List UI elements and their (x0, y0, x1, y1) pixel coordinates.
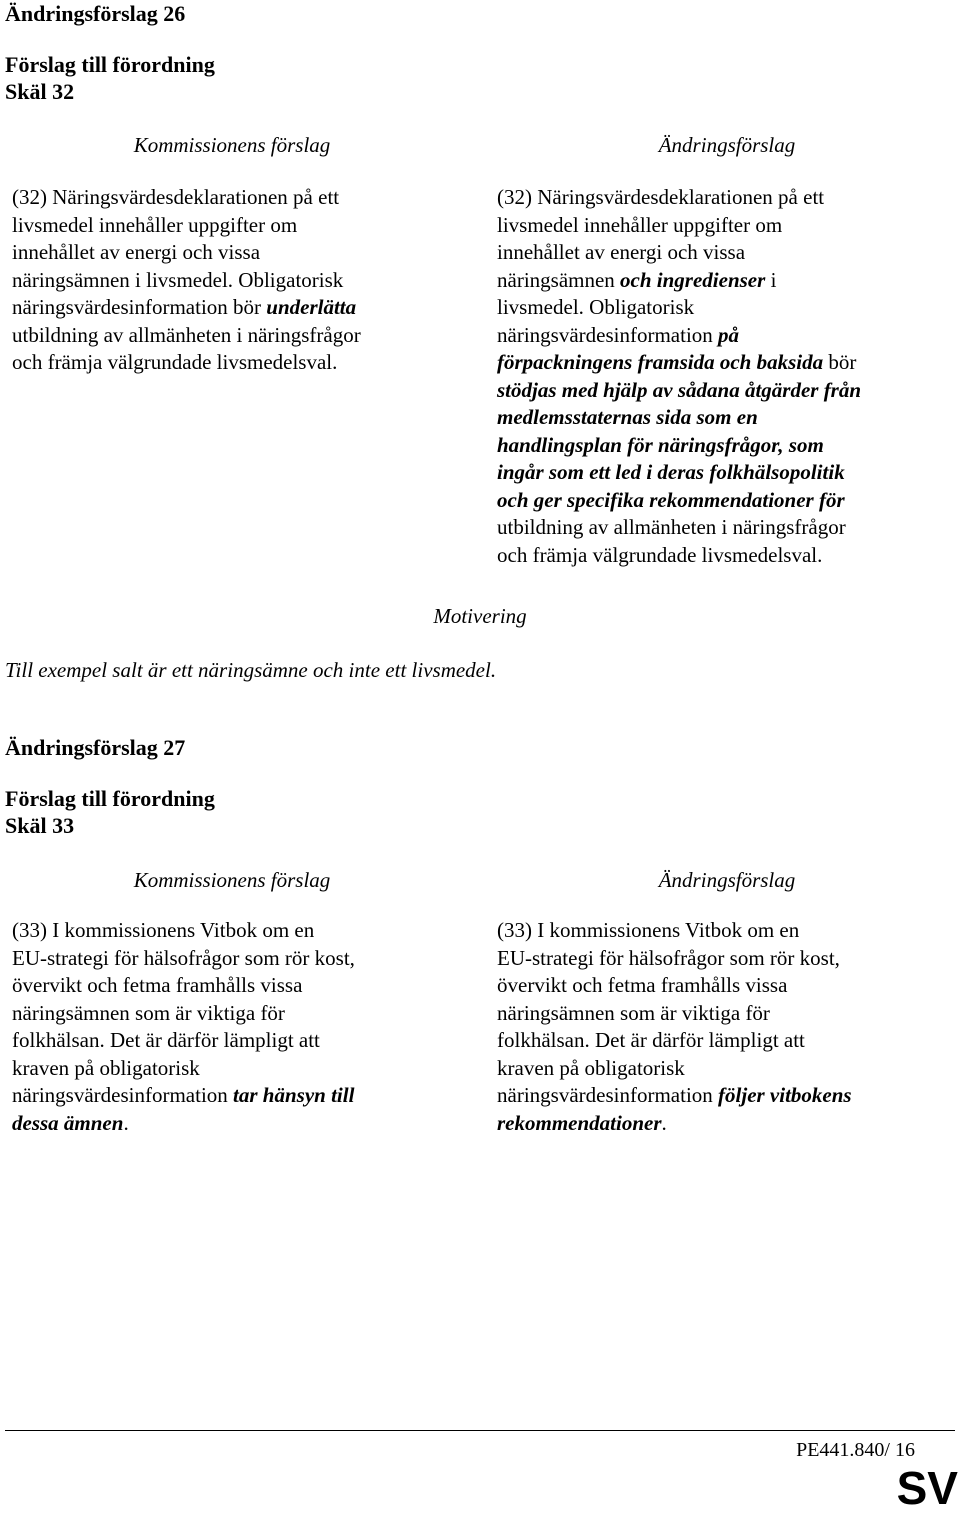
text-run: folkhälsan. Det är därför lämpligt att (12, 1028, 320, 1052)
text-line (12, 1000, 355, 1028)
text-run: utbildning av allmänheten i näringsfrågor (12, 322, 361, 347)
text-line (497, 1110, 852, 1138)
text-run: näringsämnen i livsmedel. Obligatorisk (12, 267, 344, 292)
text-run: (33) I kommissionens Vitbok om en (12, 918, 315, 942)
justification-text: Till exempel salt är ett näringsämne och inte ett livsmedel. (5, 658, 497, 682)
text-run: utbildning av allmänheten i näringsfrågor (497, 515, 846, 539)
text-run: näringsvärdesinformation (12, 1083, 234, 1107)
text-line (497, 377, 861, 405)
text-line (497, 514, 861, 542)
text-line (12, 349, 361, 377)
amended-text-run: medlemsstaternas sida som en (497, 405, 758, 429)
text-run: näringsvärdesinformation (497, 322, 719, 347)
text-line (12, 239, 361, 267)
footer-language-code: SV (896, 1462, 958, 1514)
amendment-27-commission-text (12, 917, 355, 1137)
text-run: bör (823, 350, 857, 374)
amended-text-run: underlätta (266, 295, 357, 319)
text-line (497, 294, 861, 322)
text-line (497, 945, 852, 973)
text-line (497, 239, 861, 267)
text-line (12, 972, 355, 1000)
text-run: innehållet av energi och vissa (497, 240, 746, 264)
text-line (12, 1055, 355, 1083)
text-run: livsmedel innehåller uppgifter om (12, 212, 298, 237)
text-run: och främja välgrundade livsmedelsval. (497, 542, 823, 567)
justification-header: Motivering (433, 604, 527, 628)
amendment-26-right-header: Ändringsförslag (658, 133, 796, 157)
text-run: . (123, 1110, 129, 1135)
text-run: övervikt och fetma framhålls vissa (12, 973, 303, 997)
text-line (12, 267, 361, 295)
text-run: kraven på obligatorisk (497, 1055, 685, 1080)
amendment-27-title: Ändringsförslag 27 (5, 735, 186, 760)
amendment-27-ref-regulation: Förslag till förordning (5, 786, 215, 811)
text-run: EU-strategi för hälsofrågor som rör kost, (12, 945, 355, 970)
amended-text-run: och ger specifika rekommendationer för (497, 487, 845, 512)
amendment-26-left-header: Kommissionens förslag (133, 133, 331, 157)
text-run: övervikt och fetma framhålls vissa (497, 973, 788, 997)
text-run: EU-strategi för hälsofrågor som rör kost, (497, 945, 840, 970)
text-line (497, 267, 861, 295)
text-line (497, 184, 861, 212)
text-line (12, 1110, 355, 1138)
text-run: och främja välgrundade livsmedelsval. (12, 350, 338, 374)
text-run: i (765, 267, 777, 292)
text-line (497, 404, 861, 432)
amended-text-run: följer vitbokens (718, 1083, 852, 1107)
amended-text-run: tar hänsyn till (233, 1083, 355, 1107)
text-line (12, 1027, 355, 1055)
text-run: livsmedel. Obligatorisk (497, 295, 695, 319)
amendment-26-ref-recital: Skäl 32 (5, 79, 75, 104)
text-line (12, 184, 361, 212)
amendment-26-ref-regulation: Förslag till förordning (5, 52, 215, 77)
text-run: (32) Näringsvärdesdeklarationen på ett (497, 185, 825, 209)
text-line (497, 487, 861, 515)
text-line (12, 945, 355, 973)
text-line (497, 1000, 852, 1028)
amended-text-run: ingår som ett led i deras folkhälsopolitik (497, 460, 845, 484)
text-line (12, 1082, 355, 1110)
amendment-27-right-header: Ändringsförslag (658, 868, 796, 892)
footer-document-reference: PE441.840/ 16 (796, 1439, 915, 1461)
text-run: kraven på obligatorisk (12, 1055, 200, 1080)
text-run: näringsämnen (497, 267, 621, 292)
amended-text-run: stödjas med hjälp av sådana åtgärder från (497, 377, 862, 402)
text-line (497, 322, 861, 350)
amendment-27-left-header: Kommissionens förslag (133, 868, 331, 892)
amended-text-run: och ingredienser (620, 267, 766, 292)
text-run: näringsvärdesinformation (497, 1083, 719, 1107)
text-line (497, 1055, 852, 1083)
amendment-27-amendment-text (497, 917, 852, 1137)
text-run: näringsämnen som är viktiga för (497, 1000, 770, 1025)
amendment-26-commission-text (12, 184, 361, 377)
text-line (497, 917, 852, 945)
amended-text-run: på (718, 322, 740, 347)
amended-text-run: dessa ämnen (12, 1110, 124, 1135)
text-run: (32) Näringsvärdesdeklarationen på ett (12, 185, 340, 209)
amended-text-run: handlingsplan för näringsfrågor, som (497, 432, 824, 457)
text-line (12, 212, 361, 240)
text-line (497, 459, 861, 487)
text-run: näringsvärdesinformation bör (12, 295, 267, 319)
amendment-26-amendment-text (497, 184, 861, 569)
text-line (497, 972, 852, 1000)
amended-text-run: förpackningens framsida och baksida (497, 350, 824, 374)
text-run: livsmedel innehåller uppgifter om (497, 212, 783, 237)
text-line (497, 212, 861, 240)
amendment-27-ref-recital: Skäl 33 (5, 813, 75, 838)
text-run: . (661, 1110, 667, 1135)
text-line (497, 349, 861, 377)
text-line (12, 294, 361, 322)
footer-divider (5, 1430, 955, 1431)
text-run: näringsämnen som är viktiga för (12, 1000, 285, 1025)
text-line (12, 322, 361, 350)
text-line (497, 1027, 852, 1055)
amended-text-run: rekommendationer (497, 1110, 662, 1135)
amendment-26-title: Ändringsförslag 26 (5, 1, 186, 26)
text-line (12, 917, 355, 945)
text-line (497, 1082, 852, 1110)
text-run: (33) I kommissionens Vitbok om en (497, 918, 800, 942)
text-run: innehållet av energi och vissa (12, 240, 261, 264)
text-line (497, 432, 861, 460)
text-run: folkhälsan. Det är därför lämpligt att (497, 1028, 805, 1052)
text-line (497, 542, 861, 570)
